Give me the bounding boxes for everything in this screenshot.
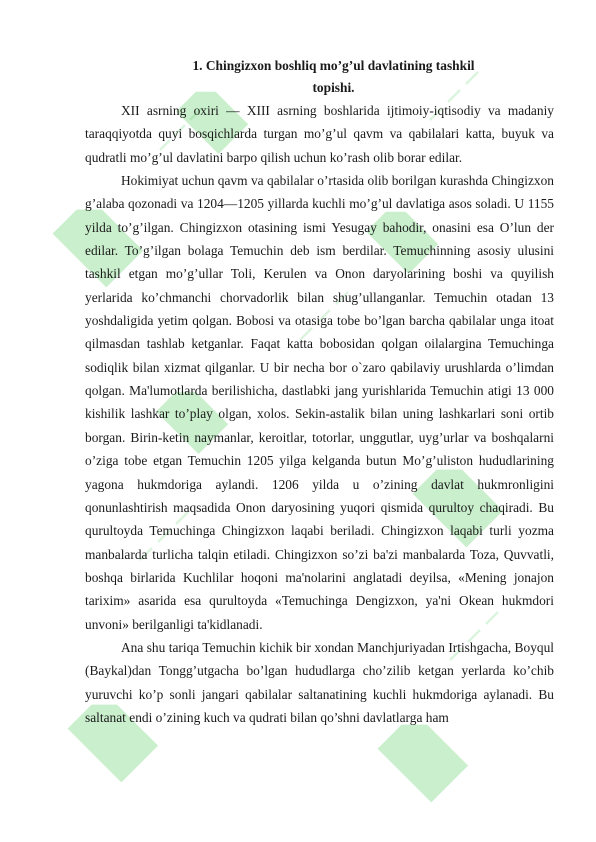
paragraph-1: XII asrning oxiri — XIII asrning boshlarida ijtimoiy-iqtisodiy va madaniy taraqqiyotda quyi bosqichlarda turgan mo’g’ul qavm va qabilalari katta, buyuk va qudratli mo’g’ul davlatini barpo qilish uchun ko’rash olib borar edilar.	[85, 103, 554, 165]
section-heading	[85, 55, 554, 99]
heading-line-2: topishi.	[312, 80, 355, 95]
heading-line-1: 1. Chingizxon boshliq mo’g’ul davlatining tashkil	[192, 58, 475, 73]
document-body	[85, 55, 554, 729]
paragraph-3: Ana shu tariqa Temuchin kichik bir xondan Manchjuriyadan Irtishgacha, Boyqul (Baykal)dan Tongg’utgacha bo’lgan hududlarga cho’zilib ketgan yerlarda ko’chib yuruvchi ko’p sonli jangari qabilalar saltanatining kuchli hukmdoriga aylanadi. Bu saltanat endi o’zining kuch va qudrati bilan qo’shni davlatlarga ham	[85, 639, 554, 725]
paragraph-2: Hokimiyat uchun qavm va qabilalar o’rtasida olib borilgan kurashda Chingizxon g’alaba qozonadi va 1204—1205 yillarda kuchli mo’g’ul davlatiga asos soladi. U 1155 yilda to’g’ilgan. Chingizxon otasining ismi Yesugay bahodir, onasini esa O’lun der edilar. To’g’ilgan bolaga Temuchin deb ism berdilar. Temuchinning asosiy ulusini tashkil etgan mo’g’ullar Toli, Kerulen va Onon daryolarining boshi va quyilish yerlarida ko’chmanchi chorvadorlik bilan shug’ullanganlar. Temuchin otadan 13 yoshdaligida yetim qolgan. Bobosi va otasiga tobe bo’lgan barcha qabilalar unga itoat qilmasdan tashlab ketganlar. Faqat katta bobosidan qolgan oilalargina Temuchinga sodiqlik bilan xizmat qilganlar. U bir necha bor o`zaro qabilaviy urushlarda o’limdan qolgan. Ma'lumotlarda berilishicha, dastlabki jang yurishlarida Temuchin atigi 13 000 kishilik lashkar to’play olgan, xolos. Sekin-astalik bilan uning lashkarlari soni ortib borgan. Birin-ketin naymanlar, keroitlar, totorlar, unggutlar, uyg’urlar va boshqalarni o’ziga tobe etgan Temuchin 1205 yilga kelganda butun Mo’g’uliston hududlarining yagona hukmdoriga aylandi. 1206 yilda u o’zining davlat hukmronligini qonunlashtirish maqsadida Onon daryosining yuqori qismida qurultoy chaqiradi. Bu qurultoyda Temuchinga Chingizxon laqabi beriladi. Chingizxon laqabi turli yozma manbalarda turlicha talqin etiladi. Chingizxon so’zi ba'zi manbalarda Toza, Quvvatli, boshqa birlarida Kuchlilar hoqoni ma'nolarini anglatadi deyilsa, «Mening jonajon tarixim» asarida esa qurultoyda «Temuchinga Dengizxon, ya'ni Okean hukmdori unvoni» berilganligi ta'kidlanadi.	[85, 173, 554, 632]
